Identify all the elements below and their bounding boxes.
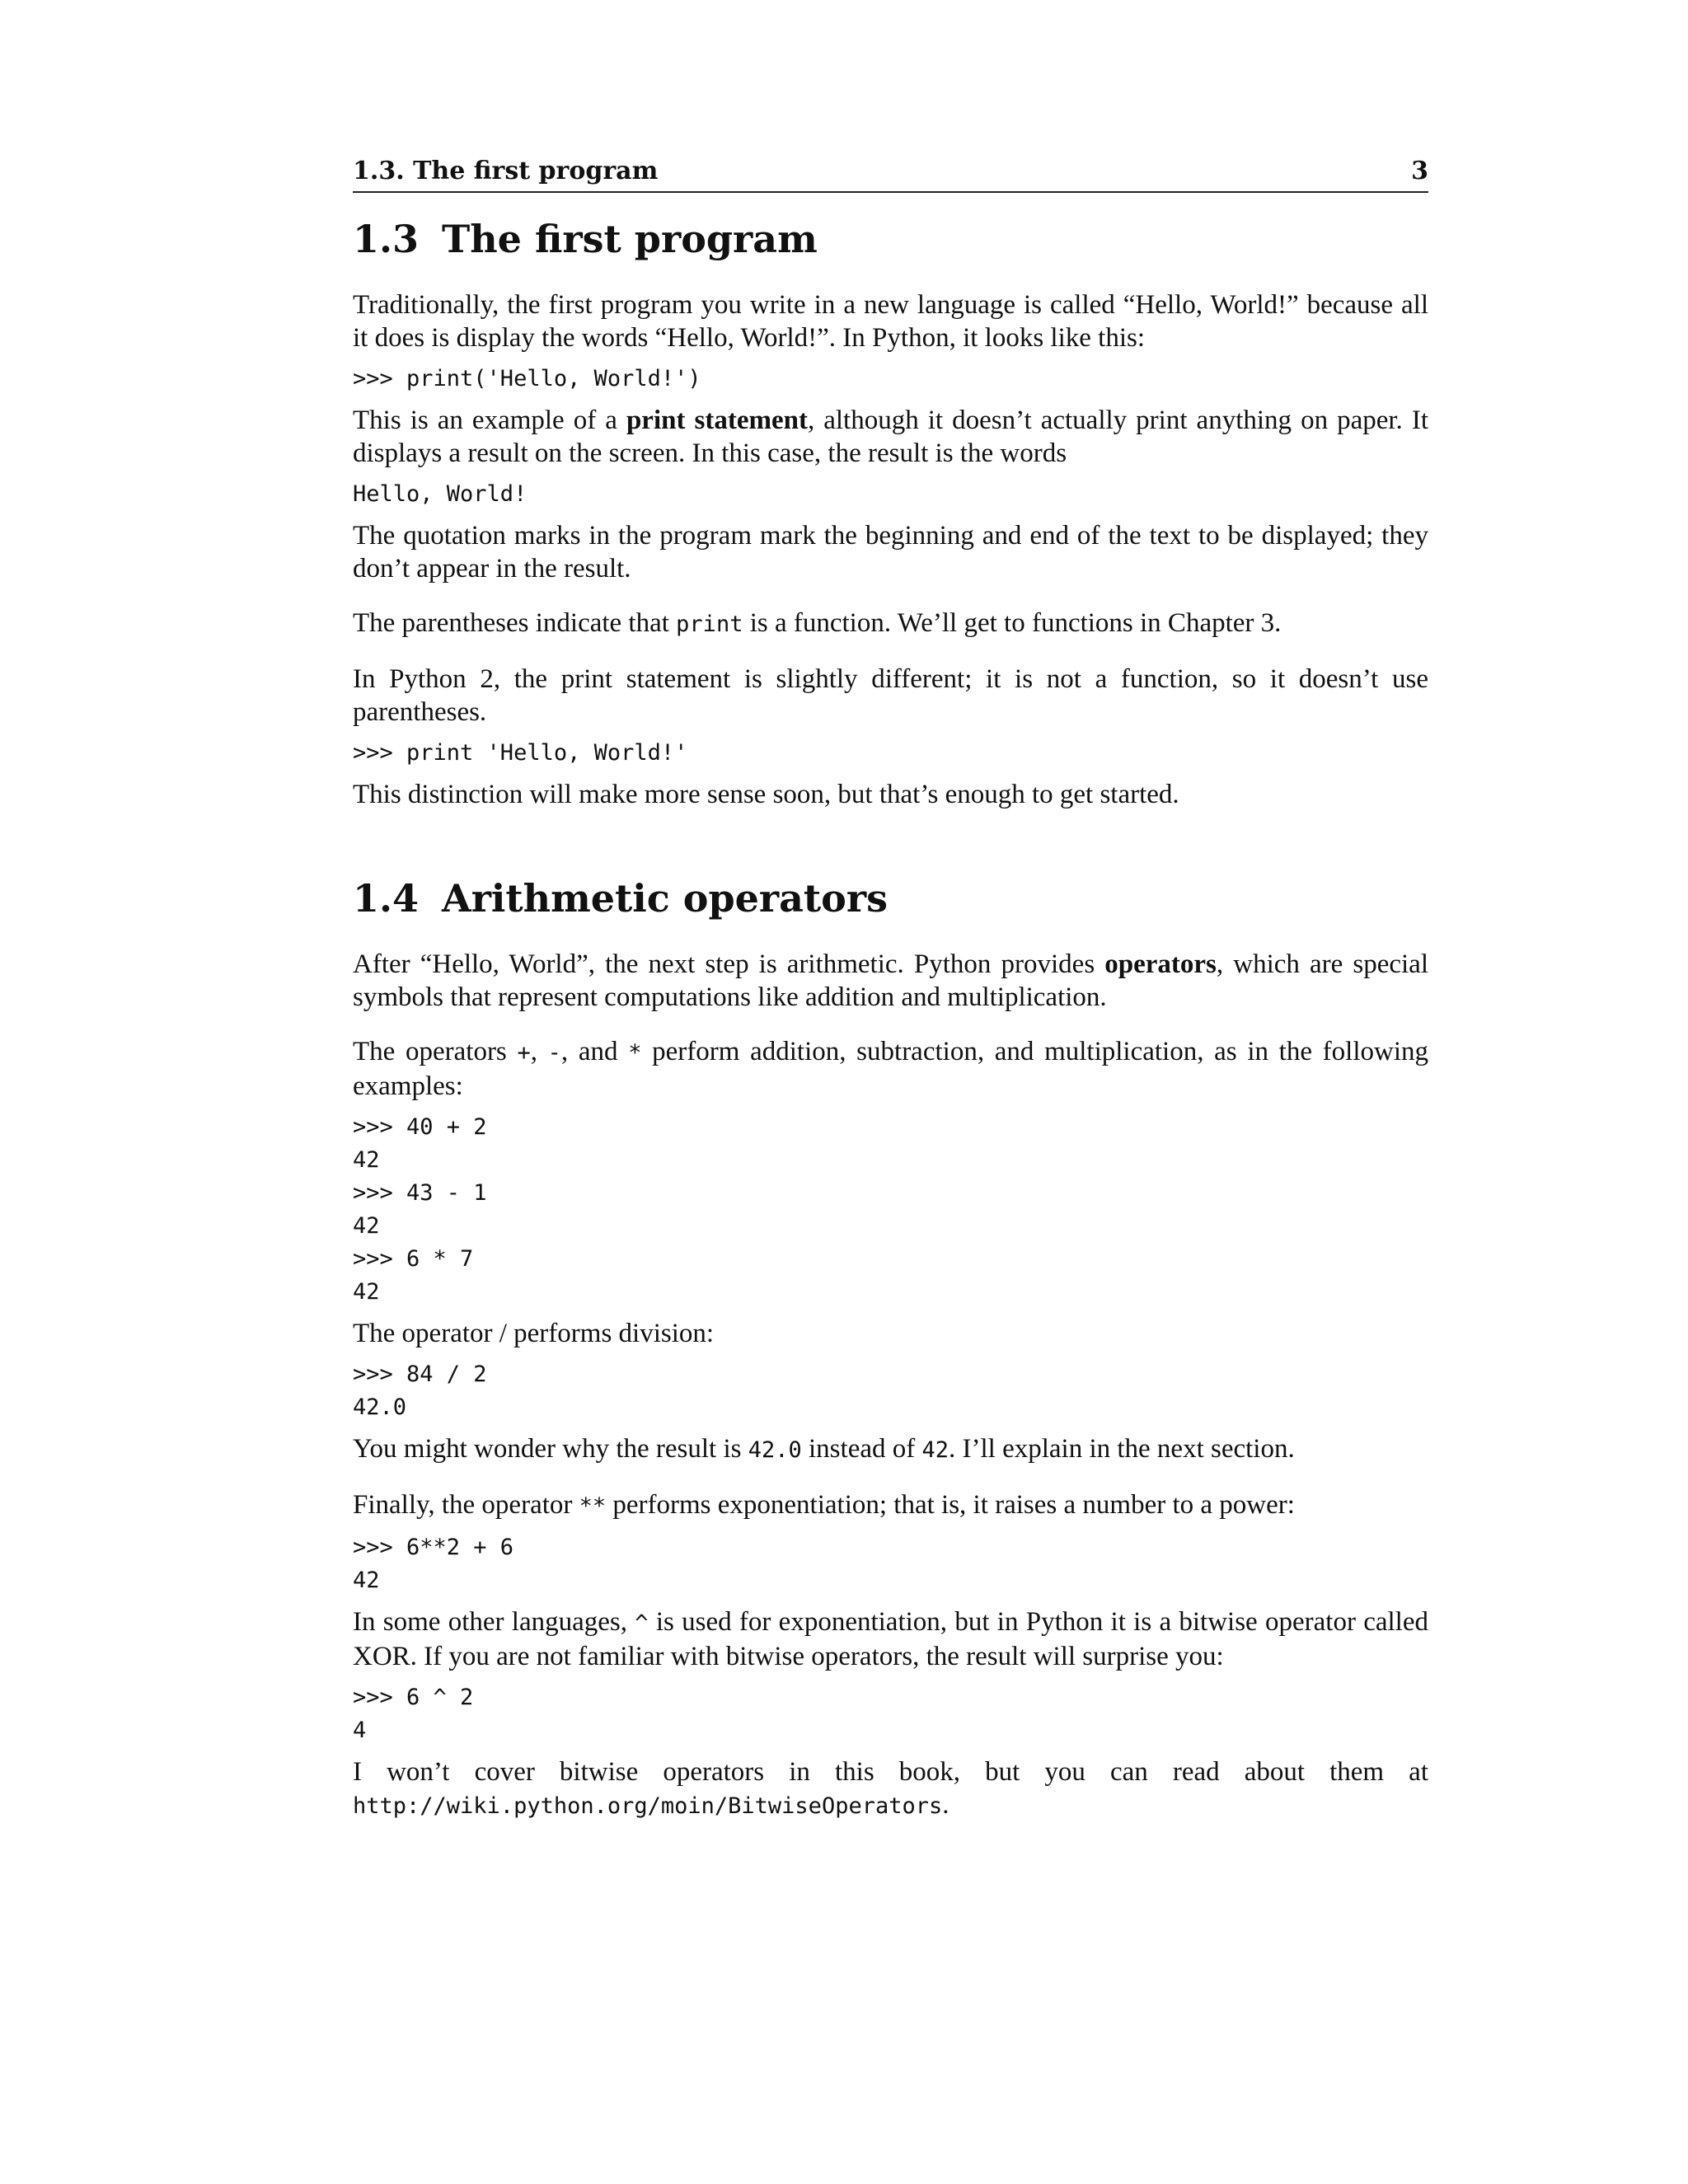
code-block: >>> print 'Hello, World!' <box>353 740 688 766</box>
paragraph: This distinction will make more sense soon, but that’s enough to get started. <box>353 780 1179 809</box>
paragraph: Finally, the operator ** performs exponentiation; that is, it raises a number to a power: <box>353 1490 1295 1520</box>
bold-term: operators <box>1104 949 1217 979</box>
section-number: 1.4 <box>353 876 420 921</box>
inline-code: - <box>547 1040 561 1066</box>
bold-term: print statement <box>626 405 808 435</box>
inline-code: ^ <box>635 1610 649 1636</box>
running-header <box>353 155 1428 193</box>
paragraph: The quotation marks in the program mark the beginning and end of the text to be displayed; they don’t appear in the result. <box>353 521 1428 583</box>
paragraph: In Python 2, the print statement is slightly different; it is not a function, so it doesn’t use parentheses. <box>353 664 1428 727</box>
code-block: >>> 84 / 2 42.0 <box>353 1361 487 1420</box>
paragraph: This is an example of a print statement, although it doesn’t actually print anything on paper. It displays a result on the screen. In this case, the result is the words <box>353 405 1428 468</box>
url-link[interactable]: http://wiki.python.org/moin/BitwiseOperators <box>353 1793 943 1819</box>
paragraph: Traditionally, the first program you write in a new language is called “Hello, World!” because all it does is display the words “Hello, World!”. In Python, it looks like this: <box>353 290 1428 353</box>
code-block: >>> 6**2 + 6 42 <box>353 1535 514 1593</box>
paragraph: The parentheses indicate that print is a function. We’ll get to functions in Chapter 3. <box>353 608 1282 638</box>
inline-code: ** <box>579 1493 607 1519</box>
section-number: 1.3 <box>353 217 420 261</box>
inline-code: 42 <box>921 1437 949 1463</box>
section-heading-1-4 <box>353 874 1428 923</box>
inline-code: + <box>517 1040 531 1066</box>
book-page <box>353 155 1428 1823</box>
paragraph: After “Hello, World”, the next step is arithmetic. Python provides operators, which are special symbols that represent computations like addition and multiplication. <box>353 949 1428 1012</box>
code-block: >>> 40 + 2 42 >>> 43 - 1 42 >>> 6 * 7 42 <box>353 1114 487 1305</box>
section-heading-1-3 <box>353 214 1428 264</box>
section-title: The first program <box>442 217 818 261</box>
section-title: Arithmetic operators <box>442 876 888 921</box>
paragraph: You might wonder why the result is 42.0 instead of 42. I’ll explain in the next section. <box>353 1434 1295 1464</box>
code-block: >>> print('Hello, World!') <box>353 366 701 391</box>
code-block: Hello, World! <box>353 481 528 507</box>
running-header-title: 1.3. The first program <box>353 157 659 185</box>
inline-code: 42.0 <box>748 1437 802 1463</box>
page-number: 3 <box>1411 157 1428 185</box>
code-block: >>> 6 ^ 2 4 <box>353 1685 474 1743</box>
paragraph: In some other languages, ^ is used for exponentiation, but in Python it is a bitwise operator called XOR. If you are not familiar with bitwise operators, the result will surprise you: <box>353 1607 1428 1671</box>
paragraph: The operators +, -, and * perform addition, subtraction, and multiplication, as in the following examples: <box>353 1037 1428 1101</box>
paragraph: The operator / performs division: <box>353 1319 715 1348</box>
paragraph: I won’t cover bitwise operators in this book, but you can read about them at http://wiki.python.org/moin/BitwiseOperators. <box>353 1757 1428 1820</box>
inline-code: * <box>628 1040 642 1066</box>
inline-code: print <box>676 612 743 637</box>
